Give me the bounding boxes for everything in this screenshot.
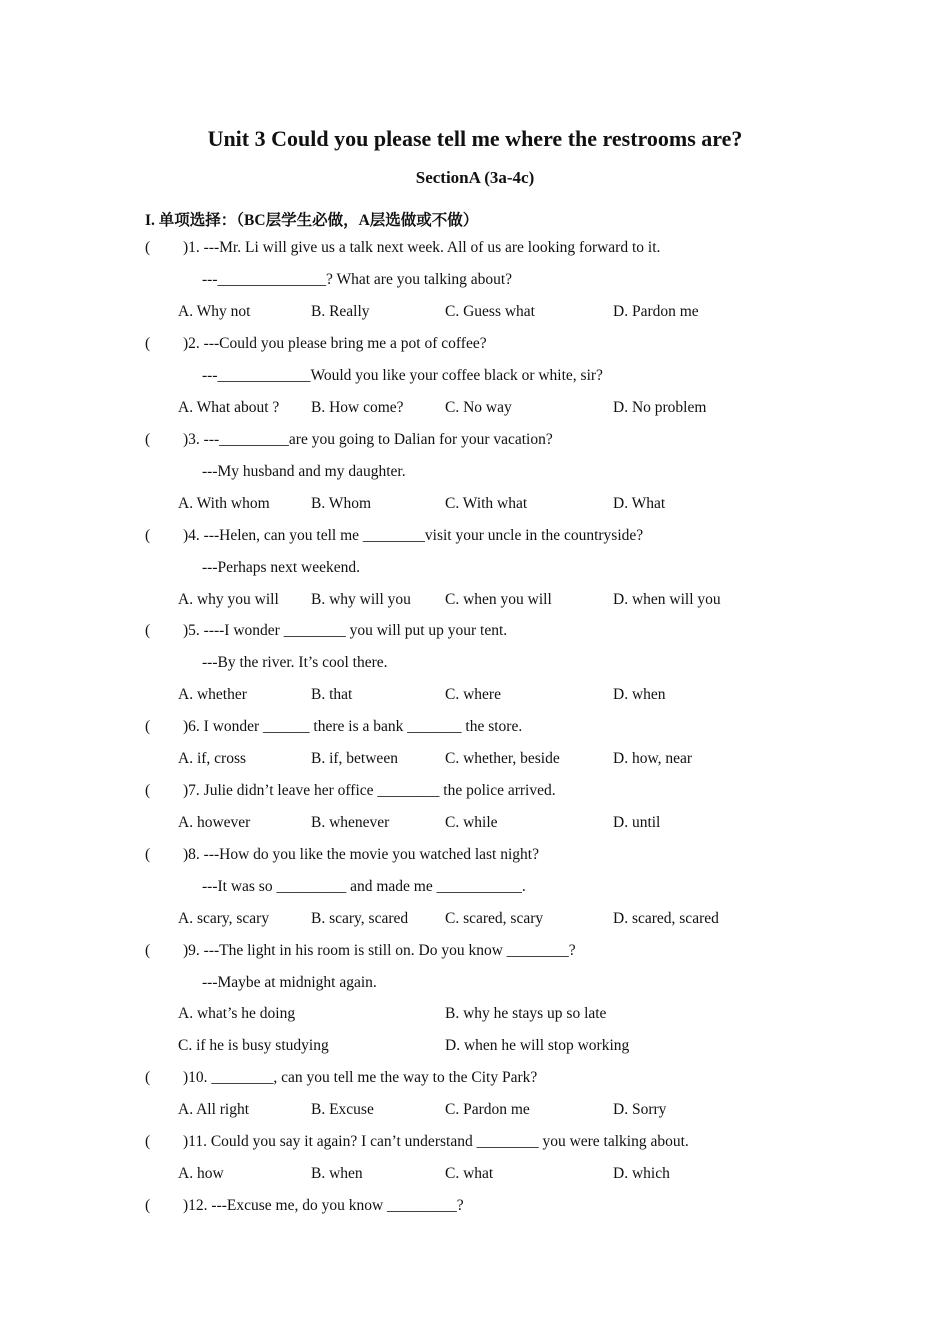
option-c: C. Pardon me	[445, 1101, 530, 1118]
option-c: C. if he is busy studying	[178, 1037, 329, 1054]
option-c: C. Guess what	[445, 303, 535, 320]
option-a: A. scary, scary	[178, 910, 270, 927]
option-a: A. however	[178, 814, 251, 831]
option-a: A. whether	[178, 686, 247, 703]
option-b: B. Whom	[311, 495, 371, 512]
question-2-reply: ---____________Would you like your coffee black or white, sir?	[202, 367, 603, 384]
option-d: D. when	[613, 686, 666, 703]
option-c: C. when you will	[445, 591, 552, 608]
option-b: B. Excuse	[311, 1101, 374, 1118]
option-d: D. which	[613, 1165, 670, 1182]
option-b: B. whenever	[311, 814, 390, 831]
option-b: B. if, between	[311, 750, 398, 767]
option-c: C. whether, beside	[445, 750, 560, 767]
option-a: A. What about ?	[178, 399, 280, 416]
option-c: C. what	[445, 1165, 494, 1182]
option-b: B. why he stays up so late	[445, 1005, 607, 1022]
option-c: C. while	[445, 814, 498, 831]
option-b: B. How come?	[311, 399, 404, 416]
option-d: D. No problem	[613, 399, 707, 416]
option-a: A. why you will	[178, 591, 279, 608]
question-4-reply: ---Perhaps next weekend.	[202, 559, 360, 576]
option-d: D. Pardon me	[613, 303, 699, 320]
page-subtitle: SectionA (3a-4c)	[415, 168, 535, 187]
option-b: B. that	[311, 686, 353, 703]
option-c: C. With what	[445, 495, 528, 512]
question-1-reply: ---______________? What are you talking about?	[202, 271, 513, 288]
option-d: D. when will you	[613, 591, 721, 608]
option-d: D. until	[613, 814, 661, 831]
option-a: A. With whom	[178, 495, 270, 512]
option-b: B. Really	[311, 303, 370, 320]
section-heading: I. 单项选择：（BC层学生必做，A层选做或不做）	[145, 212, 479, 229]
option-d: D. scared, scared	[613, 910, 719, 927]
option-c: C. scared, scary	[445, 910, 544, 927]
option-a: A. All right	[178, 1101, 250, 1118]
option-b: B. when	[311, 1165, 363, 1182]
option-d: D. Sorry	[613, 1101, 667, 1118]
question-5-reply: ---By the river. It’s cool there.	[202, 654, 388, 671]
option-c: C. No way	[445, 399, 512, 416]
option-a: A. if, cross	[178, 750, 247, 767]
option-d: D. how, near	[613, 750, 693, 767]
option-a: A. what’s he doing	[178, 1005, 296, 1022]
option-b: B. scary, scared	[311, 910, 409, 927]
option-b: B. why will you	[311, 591, 411, 608]
option-a: A. Why not	[178, 303, 251, 320]
option-c: C. where	[445, 686, 501, 703]
option-d: D. What	[613, 495, 666, 512]
option-d: D. when he will stop working	[445, 1037, 630, 1054]
question-3-reply: ---My husband and my daughter.	[202, 463, 406, 480]
option-a: A. how	[178, 1165, 224, 1182]
page-title: Unit 3 Could you please tell me where the restrooms are?	[207, 126, 743, 151]
question-9-reply: ---Maybe at midnight again.	[202, 974, 377, 991]
question-8-reply: ---It was so _________ and made me ___________.	[202, 878, 526, 895]
